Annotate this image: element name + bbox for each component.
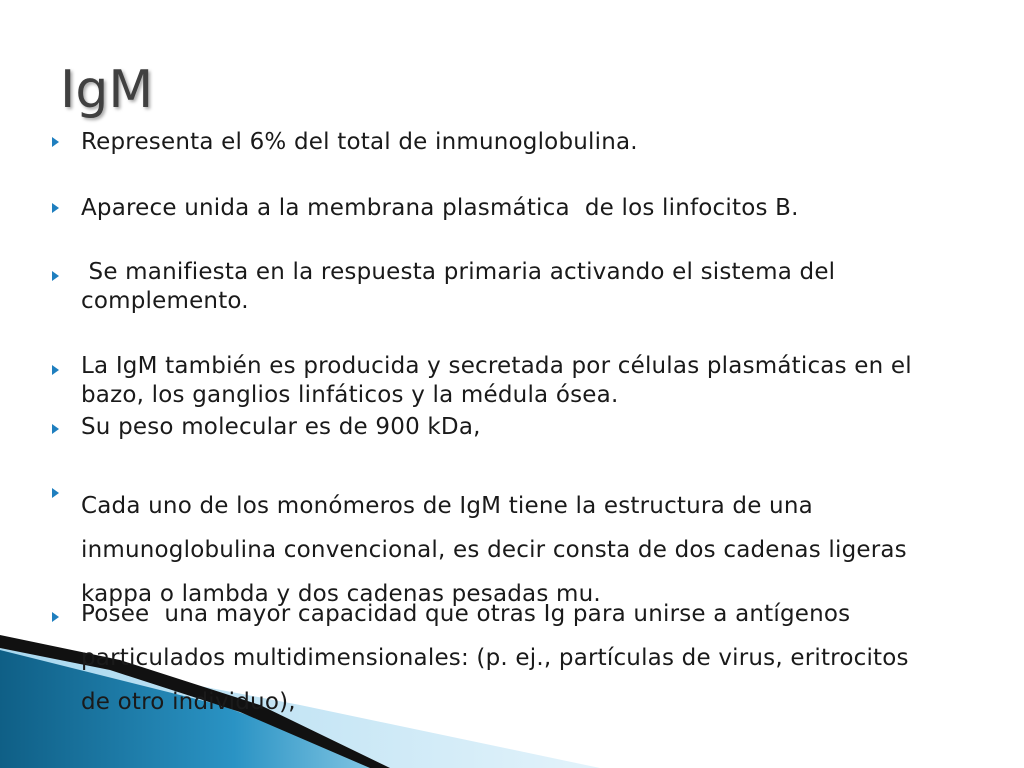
bullet-text: Se manifiesta en la respuesta primaria activando el sistema del complemento.: [81, 259, 843, 314]
slide-title: IgM: [60, 60, 154, 120]
bullet-text: La IgM también es producida y secretada por células plasmáticas en el bazo, los ganglios linfáticos y la médula ósea.: [81, 353, 920, 408]
bullet-text: Cada uno de los monómeros de IgM tiene la estructura de una inmunoglobulina convencional, es decir consta de dos cadenas ligeras kappa o lambda y dos cadenas pesadas mu.: [81, 493, 915, 607]
bullet-triangle-icon: [52, 365, 59, 375]
bullet-triangle-icon: [52, 612, 59, 622]
bullet-text: Su peso molecular es de 900 kDa,: [81, 414, 481, 440]
bullet-triangle-icon: [52, 137, 59, 147]
bullet-text: Posee una mayor capacidad que otras Ig para unirse a antígenos particulados multidimensionales: (p. ej., partículas de virus, eritrocitos de otro individuo),: [81, 601, 917, 715]
bullet-text: Representa el 6% del total de inmunoglobulina.: [81, 129, 638, 155]
bullet-triangle-icon: [52, 424, 59, 434]
bullet-triangle-icon: [52, 203, 59, 213]
bullet-text: Aparece unida a la membrana plasmática de los linfocitos B.: [81, 195, 799, 221]
bullet-triangle-icon: [52, 488, 59, 498]
bullet-triangle-icon: [52, 271, 59, 281]
